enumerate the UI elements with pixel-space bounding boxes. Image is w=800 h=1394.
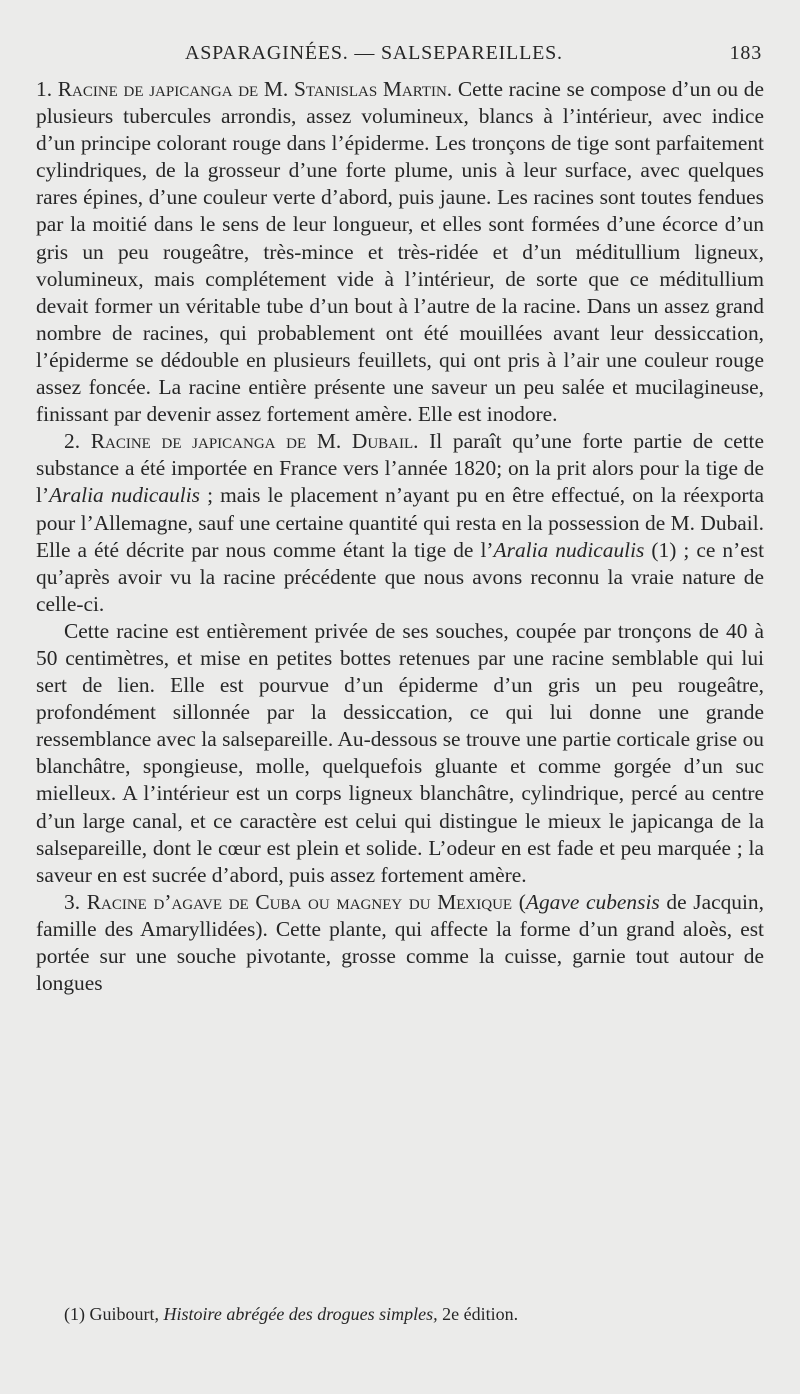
entry-1	[36, 76, 764, 428]
entry-number: 1.	[36, 77, 53, 101]
page-header	[0, 42, 800, 70]
entry-number: 3.	[64, 889, 81, 914]
entry-heading: Racine de japicanga de M. Dubail.	[90, 429, 419, 454]
entry-2-paragraph: Cette racine est entièrement privée de ses souches, coupée par tronçons de 40 à 50 centimètres, et mise en petites bottes retenues par une racine semblable qui lui sert de lien. Elle est pourvue d’un épiderme d’un gris un peu rougeâtre, profondément sillonnée par la dessiccation, ce qui lui donne une grande ressemblance avec la salsepareille. Au-dessous se trouve une partie corticale grise ou blanchâtre, spongieuse, molle, quelquefois gluante et comme gorgée d’un suc mielleux. A l’intérieur est un corps ligneux blanchâtre, cylindrique, percé au centre d’un large canal, et ce caractère est celui qui distingue le mieux le japicanga de la salsepareille, dont le cœur est plein et solide. L’odeur en est fade et peu marquée ; la saveur en est sucrée d’abord, puis assez fortement amère.	[36, 618, 764, 887]
entry-2	[36, 428, 764, 618]
entry-heading: Racine de japicanga de M. Stanislas Martin.	[57, 77, 453, 101]
entry-text: (1) ; ce n’est qu’après avoir vu la racine précédente que nous avons reconnu la vraie nature de celle-ci.	[36, 537, 765, 616]
body-text	[36, 76, 764, 997]
footnote-title: Histoire abrégée des drogues simples,	[163, 1304, 438, 1324]
species-name: Aralia nudicaulis	[493, 537, 645, 562]
footnote-author: Guibourt,	[89, 1304, 159, 1324]
entry-text: (	[512, 889, 526, 914]
entry-text: ; mais le placement n’ayant pu en être effectué, on la réexporta pour l’Allemagne, sauf une certaine quantité qui resta en la possession de M. Dubail. Elle a été décrite par nous comme étant la tige de l’	[36, 483, 764, 562]
page-number: 183	[729, 42, 762, 64]
entry-text: Il paraît qu’une forte partie de cette substance a été importée en France vers l’année 1820; on la prit alors pour la tige de l’	[36, 429, 764, 508]
entry-3	[36, 889, 764, 997]
footnote-edition: 2e édition.	[442, 1304, 519, 1324]
entry-heading: Racine d’agave de Cuba ou magney du Mexique	[86, 889, 513, 914]
running-title: ASPARAGINÉES. — SALSEPAREILLES.	[185, 42, 563, 64]
entry-number: 2.	[64, 429, 81, 454]
entry-text: Cette racine se compose d’un ou de plusieurs tubercules arrondis, assez volumineux, blancs à l’intérieur, avec indice d’un principe colorant rouge dans l’épiderme. Les tronçons de tige sont parfaitement cylindriques, de la grosseur d’une forte plume, unis à leur surface, avec quelques rares épines, d’une couleur verte d’abord, puis jaune. Les racines sont toutes fendues par la moitié dans le sens de leur longueur, et elles sont formées d’une écorce d’un gris un peu rougeâtre, très-mince et très-ridée et d’un méditullium ligneux, volumineux, mais complétement vide à l’intérieur, de sorte que ce méditullium devait former un véritable tube d’un bout à l’autre de la racine. Dans un assez grand nombre de racines, qui probablement ont été mouillées avant leur dessiccation, l’épiderme se dédouble en plusieurs feuillets, qui ont pris à l’air une couleur rouge assez foncée. La racine entière présente une saveur un peu salée et mucilagineuse, finissant par devenir assez fortement amère. Elle est inodore.	[36, 77, 764, 427]
entry-text: de Jacquin, famille des Amaryllidées). Cette plante, qui affecte la forme d’un grand aloès, est portée sur une souche pivotante, grosse comme la cuisse, garnie tout autour de longues	[36, 889, 764, 996]
footnote	[64, 1302, 764, 1326]
species-name: Agave cubensis	[525, 889, 660, 914]
species-name: Aralia nudicaulis	[49, 483, 200, 508]
footnote-marker: (1)	[64, 1304, 85, 1324]
